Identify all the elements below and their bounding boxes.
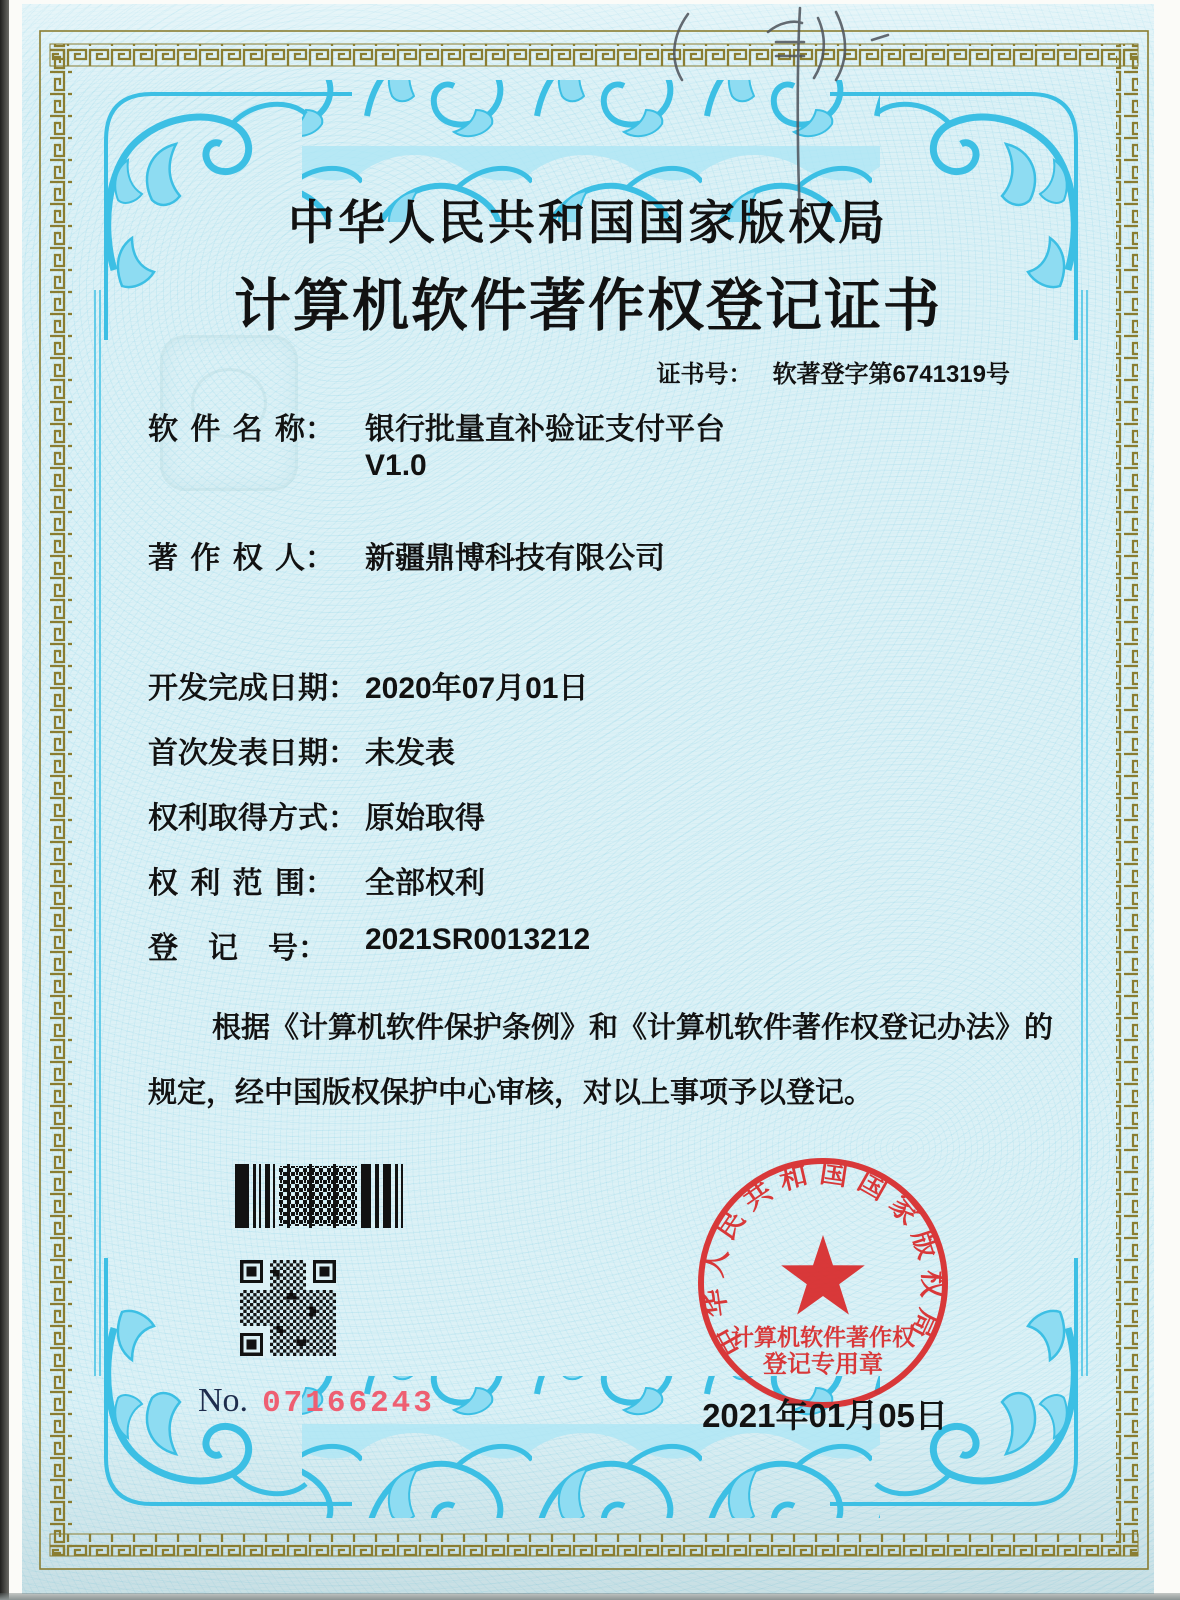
certificate-number-label: 证书号：	[656, 361, 753, 388]
field-value-first-publish-date: 未发表	[365, 737, 455, 770]
serial-number-line	[198, 1382, 435, 1421]
issue-date: 2021年01月05日	[702, 1397, 948, 1434]
field-label-dev-complete-date: 开发完成日期：	[148, 672, 358, 705]
field-value-software-version: V1.0	[365, 449, 427, 482]
certificate-title: 计算机软件著作权登记证书	[234, 275, 942, 338]
scan-bottom-shadow	[0, 1593, 1180, 1600]
seal-star-icon	[781, 1235, 865, 1315]
handwritten-mark	[650, 0, 930, 240]
field-label-registration-number: 登 记 号：	[148, 932, 328, 965]
field-label-software-name: 软 件 名 称：	[148, 413, 336, 446]
serial-number: 07166243	[262, 1386, 435, 1421]
certificate-number-value: 软著登字第6741319号	[772, 361, 1010, 388]
field-value-rights-acquisition: 原始取得	[365, 802, 485, 835]
field-value-rights-scope: 全部权利	[365, 867, 485, 900]
field-value-registration-number: 2021SR0013212	[365, 923, 591, 956]
field-label-copyright-owner: 著 作 权 人：	[148, 542, 336, 575]
issuing-authority: 中华人民共和国国家版权局	[288, 198, 888, 250]
seal-center-line-2: 登记专用章	[763, 1351, 883, 1378]
official-seal	[692, 1152, 954, 1414]
serial-prefix: No.	[198, 1382, 249, 1419]
barcode	[235, 1164, 407, 1233]
certificate	[22, 4, 1154, 1594]
seal-ring-text: 中华人民共和国国家版权局	[696, 1156, 949, 1361]
field-label-rights-acquisition: 权利取得方式：	[148, 802, 358, 835]
field-label-first-publish-date: 首次发表日期：	[148, 737, 358, 770]
field-value-software-name: 银行批量直补验证支付平台	[365, 413, 725, 446]
statement-line-2: 规定，经中国版权保护中心审核，对以上事项予以登记。	[148, 1077, 874, 1109]
field-label-rights-scope: 权 利 范 围：	[148, 867, 336, 900]
qr-code	[240, 1260, 336, 1361]
field-value-copyright-owner: 新疆鼎博科技有限公司	[365, 542, 665, 575]
certificate-number-line	[657, 354, 1010, 389]
seal-center-line-1: 计算机软件著作权	[731, 1324, 915, 1350]
field-value-dev-complete-date: 2020年07月01日	[365, 672, 589, 705]
statement-line-1: 根据《计算机软件保护条例》和《计算机软件著作权登记办法》的	[212, 1012, 1054, 1044]
scan-edge-shadow	[0, 0, 9, 1600]
